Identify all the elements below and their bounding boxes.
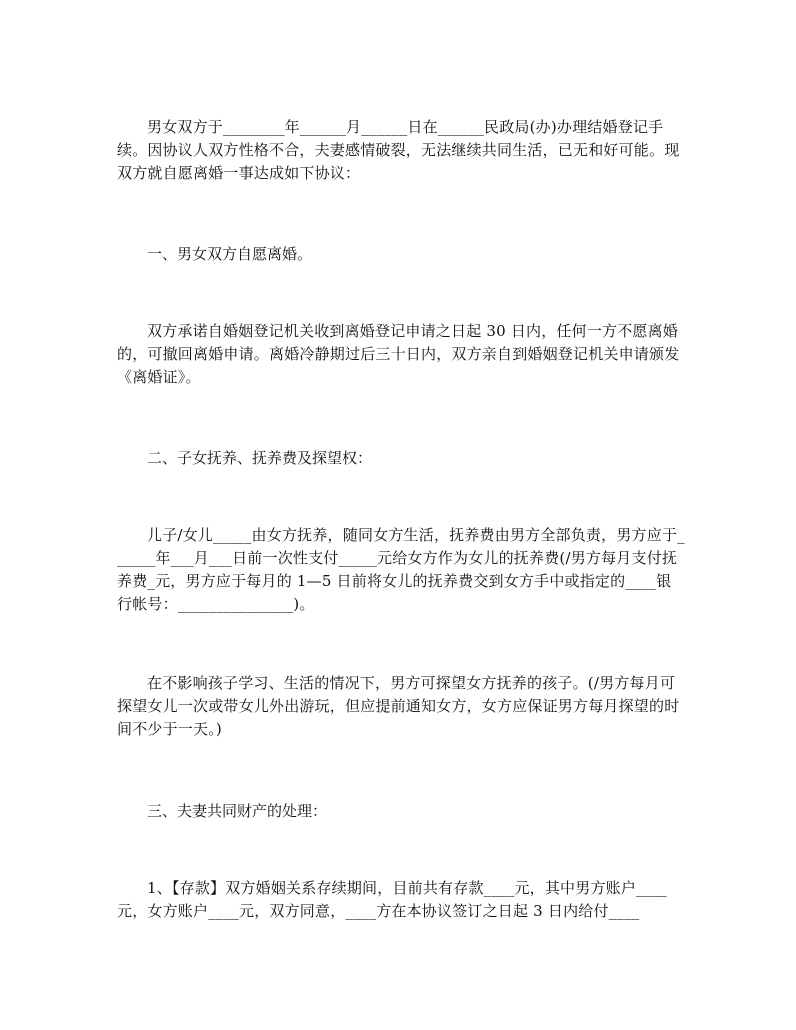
child-support-paragraph: 儿子/女儿_____由女方抚养，随同女方生活，抚养费由男方全部负责，男方应于______年___月___日前一次性支付_____元给女方作为女儿的抚养费(/男方每月支付抚养费_元，男方应于每月的 1—5 日前将女儿的抚养费交到女方手中或指定的____银行帐号：_______________)。 [117,526,685,613]
section-heading-2: 二、子女抚养、抚养费及探望权： [147,449,373,467]
intro-paragraph: 男女双方于________年______月______日在______民政局(办)办理结婚登记手续。因协议人双方性格不合，夫妻感情破裂，无法继续共同生活，已无和好可能。现双方就自愿离婚一事达成如下协议： [117,118,680,182]
section-heading-1: 一、男女双方自愿离婚。 [147,245,313,263]
section-heading-3: 三、夫妻共同财产的处理： [147,802,328,820]
deposit-paragraph: 1、【存款】双方婚姻关系存续期间，目前共有存款____元，其中男方账户____元，女方账户____元，双方同意，____方在本协议签订之日起 3 日内给付____ [117,879,667,920]
cooling-off-paragraph: 双方承诺自婚姻登记机关收到离婚登记申请之日起 30 日内，任何一方不愿离婚的，可撤回离婚申请。离婚冷静期过后三十日内，双方亲自到婚姻登记机关申请颁发《离婚证》。 [117,322,680,386]
visitation-paragraph: 在不影响孩子学习、生活的情况下，男方可探望女方抚养的孩子。(/男方每月可探望女儿一次或带女儿外出游玩，但应提前通知女方，女方应保证男方每月探望的时间不少于一天。) [117,674,680,738]
